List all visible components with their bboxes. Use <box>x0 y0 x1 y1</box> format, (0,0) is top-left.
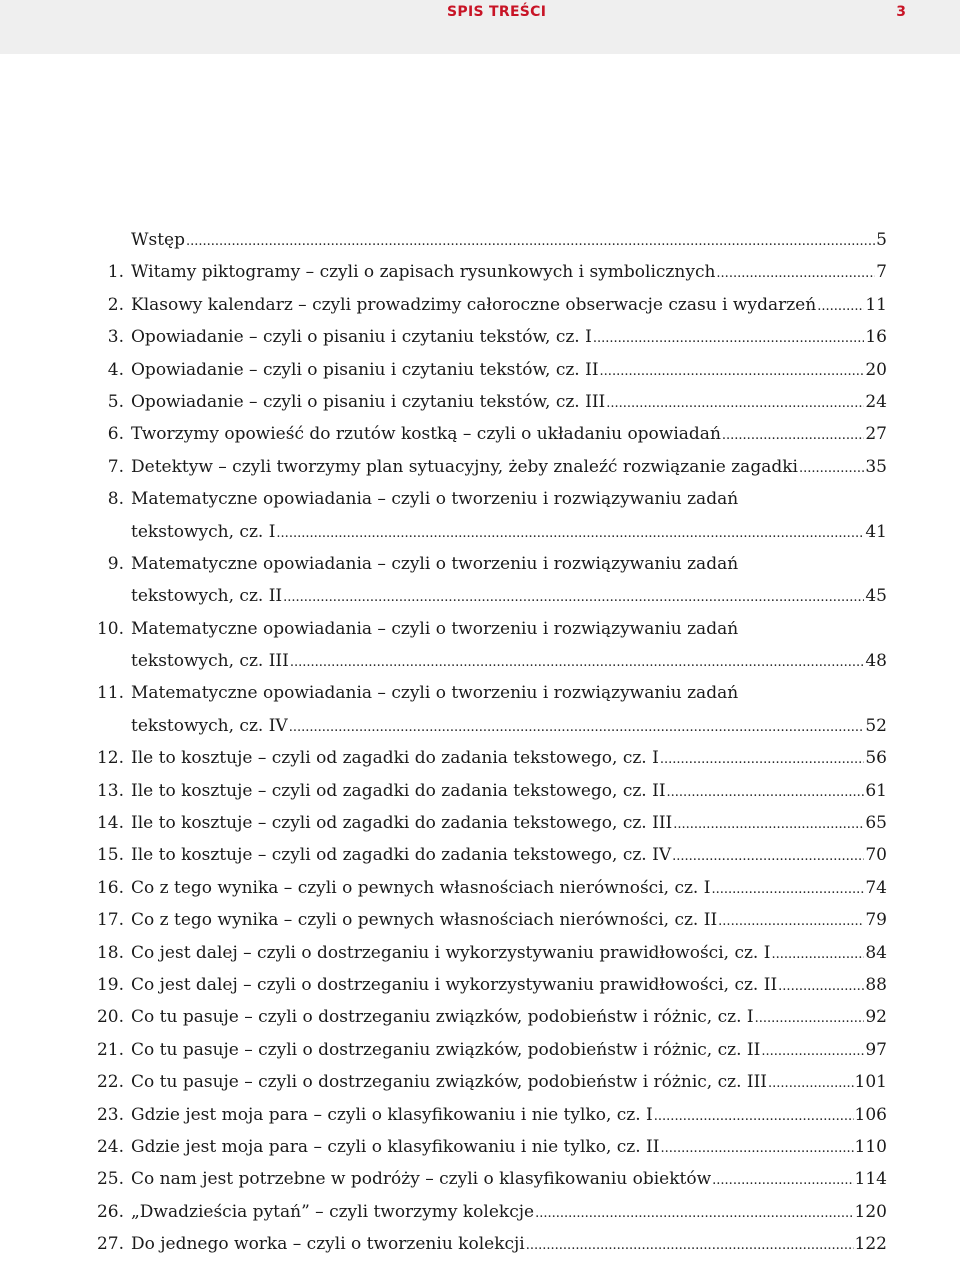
toc-entry-first-line <box>0 613 960 645</box>
toc-entry-line <box>131 1001 887 1035</box>
toc-entry[interactable] <box>0 224 960 256</box>
toc-dot-leader <box>672 841 864 873</box>
toc-entry-number: 4. <box>107 359 124 380</box>
toc-dot-leader <box>817 291 864 323</box>
toc-dot-leader <box>673 809 864 841</box>
toc-entry-number: 27. <box>96 1234 124 1255</box>
toc-entry-title: „Dwadzieścia pytań” – czyli tworzymy kolekcje <box>131 1201 535 1222</box>
toc-entry-title: tekstowych, cz. I <box>131 521 276 542</box>
toc-entry[interactable] <box>0 645 960 677</box>
toc-entry[interactable] <box>0 386 960 418</box>
toc-dot-leader <box>799 453 864 485</box>
toc-page-number: 11 <box>865 294 887 315</box>
toc-entry[interactable] <box>0 256 960 288</box>
toc-entry-title: Co tu pasuje – czyli o dostrzeganiu związków, podobieństw i różnic, cz. I <box>131 1007 754 1028</box>
toc-page-number: 52 <box>865 715 887 736</box>
toc-entry-first-line <box>0 677 960 709</box>
toc-dot-leader <box>606 388 864 420</box>
toc-entry-line <box>131 289 887 323</box>
toc-entry[interactable] <box>0 1131 960 1163</box>
toc-entry-number: 17. <box>96 910 124 931</box>
toc-entry-line <box>131 937 887 971</box>
toc-entry-line <box>131 645 887 679</box>
toc-page-number: 120 <box>854 1201 887 1222</box>
toc-entry-line <box>131 1163 887 1197</box>
toc-entry-line <box>131 839 887 873</box>
toc-entry[interactable] <box>0 516 960 548</box>
toc-entry[interactable] <box>0 969 960 1001</box>
toc-entry-line <box>131 969 887 1003</box>
toc-page-number: 97 <box>865 1039 887 1060</box>
toc-entry-title: Opowiadanie – czyli o pisaniu i czytaniu tekstów, cz. I <box>131 327 592 348</box>
toc-entry-title-line: Matematyczne opowiadania – czyli o tworzeniu i rozwiązywaniu zadań <box>131 683 739 704</box>
toc-dot-leader <box>768 1068 854 1100</box>
header-title: SPIS TREŚCI <box>447 4 547 20</box>
toc-page-number: 45 <box>865 586 887 607</box>
toc-page-number: 35 <box>865 456 887 477</box>
toc-entry-title: Co tu pasuje – czyli o dostrzeganiu związków, podobieństw i różnic, cz. III <box>131 1072 768 1093</box>
toc-entry-number: 16. <box>96 877 124 898</box>
toc-entry[interactable] <box>0 1034 960 1066</box>
toc-entry[interactable] <box>0 1196 960 1228</box>
toc-dot-leader <box>654 1101 854 1133</box>
toc-entry[interactable] <box>0 1099 960 1131</box>
toc-page-number: 20 <box>865 359 887 380</box>
toc-entry-number: 13. <box>96 780 124 801</box>
toc-entry[interactable] <box>0 904 960 936</box>
toc-entry-title: Opowiadanie – czyli o pisaniu i czytaniu tekstów, cz. II <box>131 359 599 380</box>
toc-dot-leader <box>283 582 864 614</box>
toc-dot-leader <box>593 323 865 355</box>
toc-entry-title: Ile to kosztuje – czyli od zagadki do zadania tekstowego, cz. IV <box>131 845 672 866</box>
page-header <box>0 0 960 54</box>
toc-entry[interactable] <box>0 451 960 483</box>
toc-entry-title: Detektyw – czyli tworzymy plan sytuacyjny, żeby znaleźć rozwiązanie zagadki <box>131 456 798 477</box>
toc-entry-line <box>131 1099 887 1133</box>
toc-entry-number: 8. <box>107 489 124 510</box>
toc-entry-title: Co z tego wynika – czyli o pewnych własnościach nierówności, cz. II <box>131 910 718 931</box>
toc-entry-number: 10. <box>96 618 124 639</box>
toc-entry-title: Co z tego wynika – czyli o pewnych własnościach nierówności, cz. I <box>131 877 711 898</box>
toc-dot-leader <box>761 1036 864 1068</box>
toc-entry-line <box>131 321 887 355</box>
toc-entry-line <box>131 904 887 938</box>
toc-entry-number: 7. <box>107 456 124 477</box>
toc-page-number: 106 <box>854 1104 887 1125</box>
toc-page-number: 61 <box>865 780 887 801</box>
toc-page-number: 7 <box>876 262 887 283</box>
toc-page-number: 88 <box>865 974 887 995</box>
toc-entry[interactable] <box>0 580 960 612</box>
toc-entry-title: Klasowy kalendarz – czyli prowadzimy całoroczne obserwacje czasu i wydarzeń <box>131 294 817 315</box>
toc-entry-title: Opowiadanie – czyli o pisaniu i czytaniu tekstów, cz. III <box>131 391 606 412</box>
toc-entry[interactable] <box>0 1228 960 1260</box>
toc-entry-number: 19. <box>96 974 124 995</box>
toc-entry-line <box>131 580 887 614</box>
toc-page-number: 74 <box>865 877 887 898</box>
toc-entry-line <box>131 710 887 744</box>
toc-dot-leader <box>660 744 865 776</box>
toc-entry[interactable] <box>0 354 960 386</box>
toc-entry-title: tekstowych, cz. IV <box>131 715 288 736</box>
toc-entry-number: 14. <box>96 813 124 834</box>
toc-entry-title: Gdzie jest moja para – czyli o klasyfikowaniu i nie tylko, cz. II <box>131 1136 660 1157</box>
toc-entry-title-line: Matematyczne opowiadania – czyli o tworzeniu i rozwiązywaniu zadań <box>131 553 739 574</box>
toc-entry[interactable] <box>0 1001 960 1033</box>
toc-entry-title: Ile to kosztuje – czyli od zagadki do zadania tekstowego, cz. I <box>131 748 659 769</box>
toc-entry-title: Witamy piktogramy – czyli o zapisach rysunkowych i symbolicznych <box>131 262 716 283</box>
toc-entry-number: 1. <box>107 262 124 283</box>
toc-entry-title-line: Matematyczne opowiadania – czyli o tworzeniu i rozwiązywaniu zadań <box>131 489 739 510</box>
toc-entry-line <box>131 354 887 388</box>
toc-entry-line <box>131 1034 887 1068</box>
toc-entry[interactable] <box>0 1066 960 1098</box>
toc-page-number: 79 <box>865 910 887 931</box>
toc-entry-line <box>131 1228 887 1262</box>
toc-page-number: 24 <box>865 391 887 412</box>
toc-entry-number: 22. <box>96 1072 124 1093</box>
toc-entry-number: 23. <box>96 1104 124 1125</box>
toc-entry-first-line <box>0 548 960 580</box>
toc-page-number: 48 <box>865 651 887 672</box>
toc-dot-leader <box>711 874 864 906</box>
toc-entry-line <box>131 1196 887 1230</box>
toc-dot-leader <box>276 518 864 550</box>
toc-entry-number: 11. <box>96 683 124 704</box>
toc-entry-number: 20. <box>96 1007 124 1028</box>
toc-entry-line <box>131 418 887 452</box>
toc-entry-title: Co jest dalej – czyli o dostrzeganiu i wykorzystywaniu prawidłowości, cz. I <box>131 942 771 963</box>
toc-entry-title: tekstowych, cz. II <box>131 586 283 607</box>
toc-entry-number: 3. <box>107 327 124 348</box>
toc-entry-title: Ile to kosztuje – czyli od zagadki do zadania tekstowego, cz. II <box>131 780 666 801</box>
toc-entry-line <box>131 256 887 290</box>
toc-entry[interactable] <box>0 742 960 774</box>
toc-entry-line <box>131 742 887 776</box>
toc-entry[interactable] <box>0 710 960 742</box>
toc-entry-title: Co jest dalej – czyli o dostrzeganiu i wykorzystywaniu prawidłowości, cz. II <box>131 974 778 995</box>
toc-entry-number: 12. <box>96 748 124 769</box>
toc-entry-title-line: Matematyczne opowiadania – czyli o tworzeniu i rozwiązywaniu zadań <box>131 618 739 639</box>
toc-entry-number: 21. <box>96 1039 124 1060</box>
toc-entry[interactable] <box>0 1163 960 1195</box>
toc-entry-line <box>131 451 887 485</box>
toc-dot-leader <box>600 356 865 388</box>
toc-page-number: 56 <box>865 748 887 769</box>
toc-page-number: 41 <box>865 521 887 542</box>
toc-entry-number: 5. <box>107 391 124 412</box>
toc-entry[interactable] <box>0 937 960 969</box>
toc-entry-number: 6. <box>107 424 124 445</box>
toc-page-number: 114 <box>854 1169 887 1190</box>
toc-entry[interactable] <box>0 775 960 807</box>
toc-page-number: 122 <box>854 1234 887 1255</box>
toc-dot-leader <box>712 1165 853 1197</box>
toc-page-number: 92 <box>865 1007 887 1028</box>
header-page-number: 3 <box>896 4 906 20</box>
toc-dot-leader <box>755 1003 865 1035</box>
toc-entry-line <box>131 775 887 809</box>
toc-entry[interactable] <box>0 807 960 839</box>
toc-entry-line <box>131 1066 887 1100</box>
toc-entry-number: 24. <box>96 1136 124 1157</box>
toc-entry-title: Co tu pasuje – czyli o dostrzeganiu związków, podobieństw i różnic, cz. II <box>131 1039 761 1060</box>
toc-entry[interactable] <box>0 872 960 904</box>
toc-dot-leader <box>186 226 875 258</box>
toc-entry-line <box>131 516 887 550</box>
toc-dot-leader <box>716 258 875 290</box>
toc-entry[interactable] <box>0 321 960 353</box>
toc-entry-number: 2. <box>107 294 124 315</box>
toc-entry-number: 18. <box>96 942 124 963</box>
toc-entry-title: Gdzie jest moja para – czyli o klasyfikowaniu i nie tylko, cz. I <box>131 1104 653 1125</box>
toc-entry-title: Ile to kosztuje – czyli od zagadki do zadania tekstowego, cz. III <box>131 813 673 834</box>
table-of-contents <box>0 224 960 1261</box>
toc-entry-number: 9. <box>107 553 124 574</box>
toc-entry[interactable] <box>0 289 960 321</box>
toc-dot-leader <box>667 777 865 809</box>
toc-page-number: 5 <box>876 230 887 250</box>
toc-entry-line <box>131 386 887 420</box>
toc-page-number: 65 <box>865 813 887 834</box>
toc-dot-leader <box>778 971 864 1003</box>
toc-entry-line <box>131 872 887 906</box>
toc-entry-title: Co nam jest potrzebne w podróży – czyli o klasyfikowaniu obiektów <box>131 1169 712 1190</box>
toc-entry-line <box>131 1131 887 1165</box>
toc-entry[interactable] <box>0 418 960 450</box>
toc-page-number: 27 <box>865 424 887 445</box>
toc-page-number: 16 <box>865 327 887 348</box>
toc-page-number: 70 <box>865 845 887 866</box>
toc-entry-line <box>131 807 887 841</box>
toc-entry[interactable] <box>0 839 960 871</box>
toc-dot-leader <box>661 1133 854 1165</box>
toc-entry-title: Tworzymy opowieść do rzutów kostką – czyli o układaniu opowiadań <box>131 424 721 445</box>
toc-entry-number: 15. <box>96 845 124 866</box>
toc-dot-leader <box>290 647 865 679</box>
toc-page-number: 101 <box>854 1072 887 1093</box>
toc-page-number: 110 <box>854 1136 887 1157</box>
toc-dot-leader <box>771 939 864 971</box>
toc-entry-title: tekstowych, cz. III <box>131 651 289 672</box>
toc-dot-leader <box>722 420 864 452</box>
toc-dot-leader <box>289 712 865 744</box>
toc-page-number: 84 <box>865 942 887 963</box>
toc-entry-first-line <box>0 483 960 515</box>
toc-entry-number: 26. <box>96 1201 124 1222</box>
toc-entry-line <box>131 224 887 258</box>
toc-entry-number: 25. <box>96 1169 124 1190</box>
toc-dot-leader <box>718 906 864 938</box>
toc-entry-title: Wstęp <box>131 230 185 250</box>
toc-entry-title: Do jednego worka – czyli o tworzeniu kolekcji <box>131 1234 525 1255</box>
toc-dot-leader <box>526 1230 854 1262</box>
toc-dot-leader <box>535 1198 853 1230</box>
